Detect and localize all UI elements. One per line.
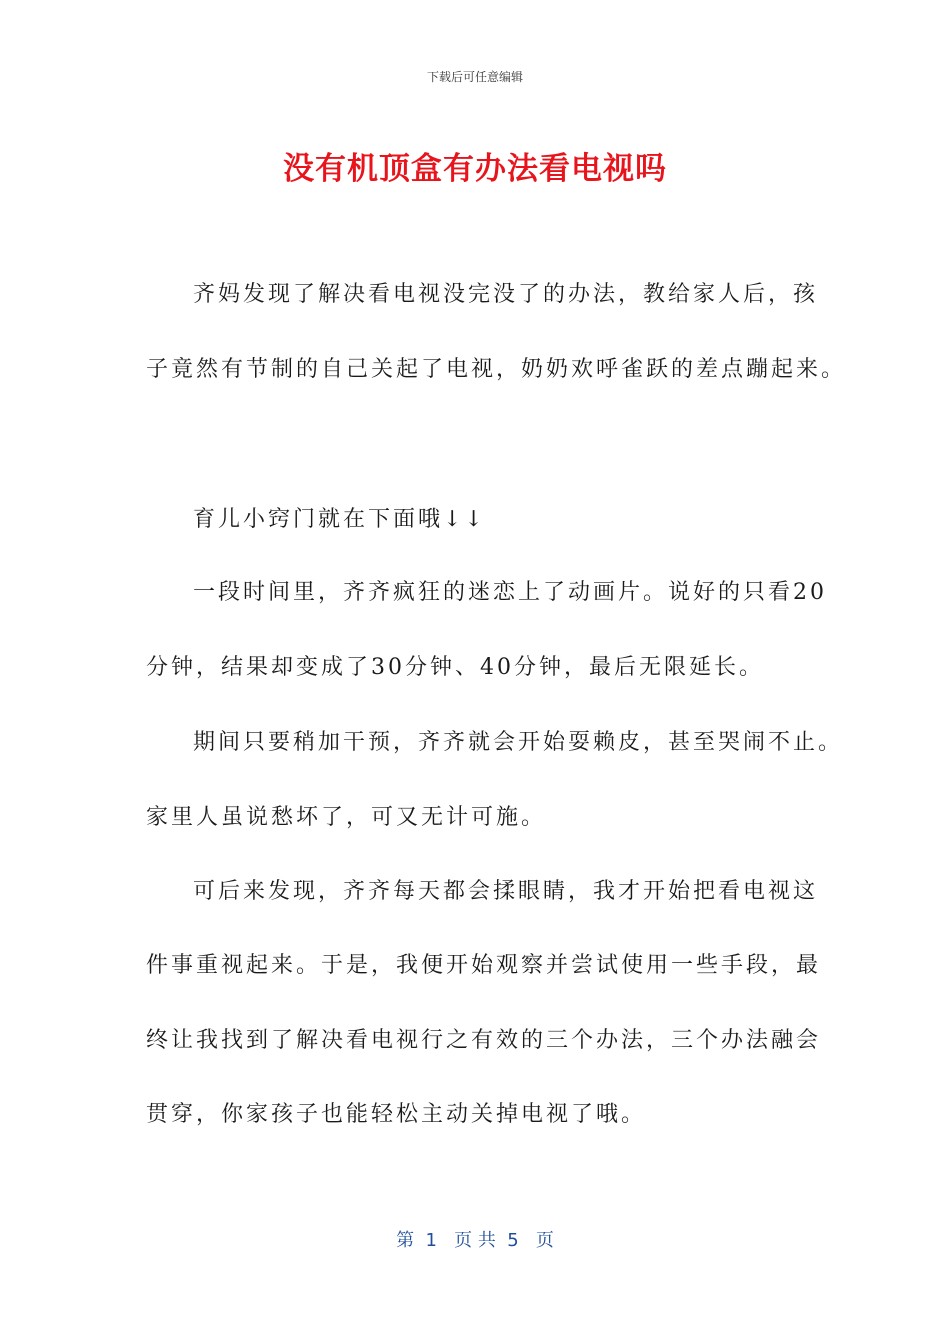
paragraph-line: 件事重视起来。于是，我便开始观察并尝试使用一些手段，最 <box>146 953 822 978</box>
paragraph-line: 终让我找到了解决看电视行之有效的三个办法，三个办法融会 <box>146 1028 822 1053</box>
document-title: 没有机顶盒有办法看电视吗 <box>283 151 667 187</box>
paragraph-line: 可后来发现，齐齐每天都会揉眼睛，我才开始把看电视这 <box>193 879 819 904</box>
paragraph-line: 分钟，结果却变成了30分钟、40分钟，最后无限延长。 <box>146 655 764 680</box>
paragraph-line: 贯穿，你家孩子也能轻松主动关掉电视了哦。 <box>146 1102 647 1127</box>
paragraph-line: 子竟然有节制的自己关起了电视，奶奶欢呼雀跃的差点蹦起来。 <box>146 357 847 382</box>
header-note: 下载后可任意编辑 <box>426 70 523 84</box>
paragraph-line: 一段时间里，齐齐疯狂的迷恋上了动画片。说好的只看20 <box>193 580 827 605</box>
paragraph-line: 齐妈发现了解决看电视没完没了的办法，教给家人后，孩 <box>193 282 819 307</box>
paragraph-line: 期间只要稍加干预，齐齐就会开始耍赖皮，甚至哭闹不止。 <box>193 730 844 755</box>
page-footer: 第 1 页 共 5 页 <box>396 1230 554 1251</box>
paragraph-line: 育儿小窍门就在下面哦↓↓ <box>193 507 486 532</box>
paragraph-line: 家里人虽说愁坏了，可又无计可施。 <box>146 805 547 830</box>
